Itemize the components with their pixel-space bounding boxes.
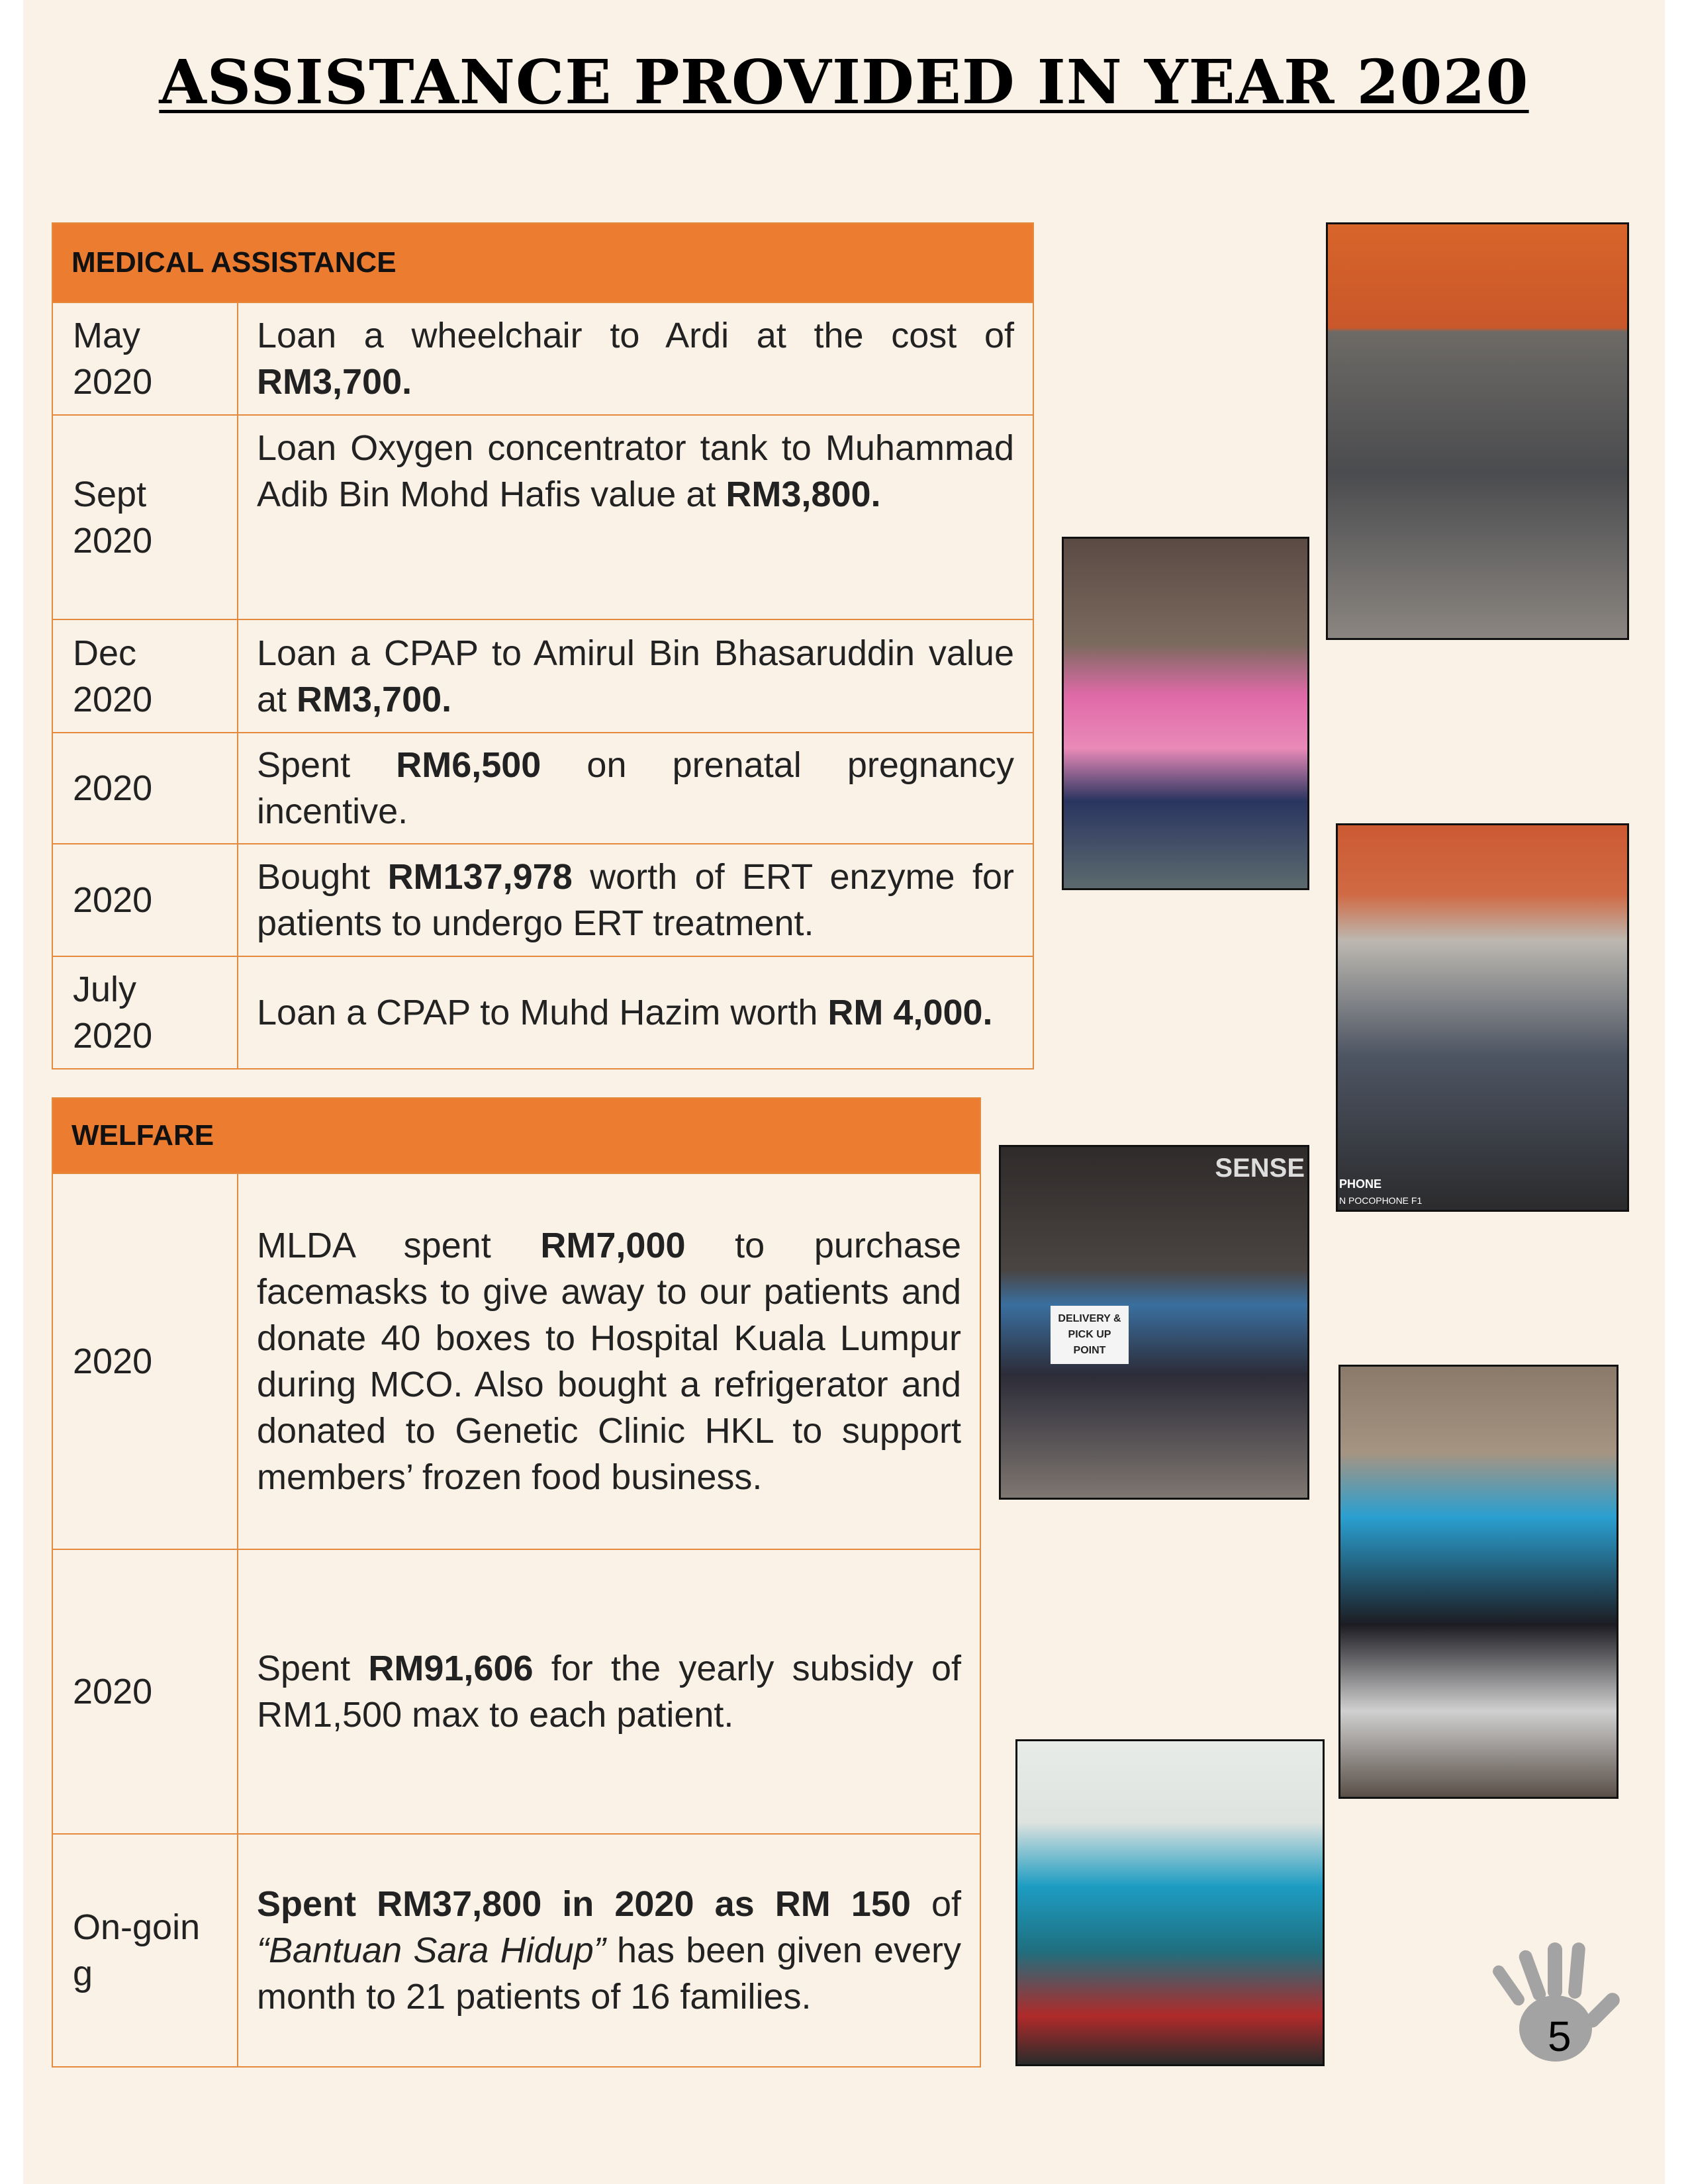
photo-watermark: PHONE <box>1339 1177 1382 1191</box>
row-date: May 2020 <box>52 302 238 415</box>
photo-box-handover <box>1326 222 1629 640</box>
page-number: 5 <box>1548 2013 1571 2060</box>
table-row <box>52 1549 980 1834</box>
table-row <box>52 956 1033 1069</box>
row-date: 2020 <box>52 1173 238 1549</box>
photo-cpap-handover <box>1336 823 1629 1212</box>
photo-device-handover <box>1015 1739 1325 2066</box>
row-description: Loan a CPAP to Muhd Hazim worth RM 4,000. <box>238 956 1033 1069</box>
welfare-table <box>52 1097 981 2068</box>
row-date: Dec 2020 <box>52 619 238 733</box>
photo-child-with-box <box>1062 537 1309 890</box>
table-row <box>52 1173 980 1549</box>
row-description: Spent RM37,800 in 2020 as RM 150 of “Bantuan Sara Hidup” has been given every month to 21 patients of 16 families. <box>238 1834 980 2067</box>
row-date: On-going <box>52 1834 238 2067</box>
page-title: ASSISTANCE PROVIDED IN YEAR 2020 <box>159 46 1529 118</box>
photo-sign-delivery: DELIVERY & PICK UP POINT <box>1051 1306 1129 1364</box>
row-description: MLDA spent RM7,000 to purchase facemasks to give away to our patients and donate 40 boxes to Hospital Kuala Lumpur during MCO. Also bought a refrigerator and donated to Genetic Clinic HKL to support members’ frozen food business. <box>238 1173 980 1549</box>
row-date: 2020 <box>52 1549 238 1834</box>
table-row <box>52 844 1033 956</box>
photo-watermark-model: N POCOPHONE F1 <box>1339 1195 1423 1206</box>
row-date: 2020 <box>52 844 238 956</box>
table-header: MEDICAL ASSISTANCE <box>52 223 1033 302</box>
row-description: Spent RM6,500 on prenatal pregnancy incentive. <box>238 733 1033 844</box>
table-row <box>52 733 1033 844</box>
row-date: 2020 <box>52 733 238 844</box>
row-date: Sept 2020 <box>52 415 238 619</box>
table-row <box>52 619 1033 733</box>
table-row <box>52 1834 980 2067</box>
row-description: Loan a wheelchair to Ardi at the cost of RM3,700. <box>238 302 1033 415</box>
table-header: WELFARE <box>52 1098 980 1173</box>
photo-sign-sense: SENSE <box>1215 1154 1305 1183</box>
row-description: Bought RM137,978 worth of ERT enzyme for patients to undergo ERT treatment. <box>238 844 1033 956</box>
table-row <box>52 415 1033 619</box>
table-row <box>52 302 1033 415</box>
photo-wheelchair-delivery <box>999 1145 1309 1500</box>
medical-assistance-table <box>52 222 1034 1069</box>
row-description: Loan Oxygen concentrator tank to Muhammad Adib Bin Mohd Hafis value at RM3,800. <box>238 415 1033 619</box>
row-description: Spent RM91,606 for the yearly subsidy of RM1,500 max to each patient. <box>238 1549 980 1834</box>
row-description: Loan a CPAP to Amirul Bin Bhasaruddin value at RM3,700. <box>238 619 1033 733</box>
row-date: July 2020 <box>52 956 238 1069</box>
photo-oxygen-concentrator <box>1338 1365 1618 1799</box>
